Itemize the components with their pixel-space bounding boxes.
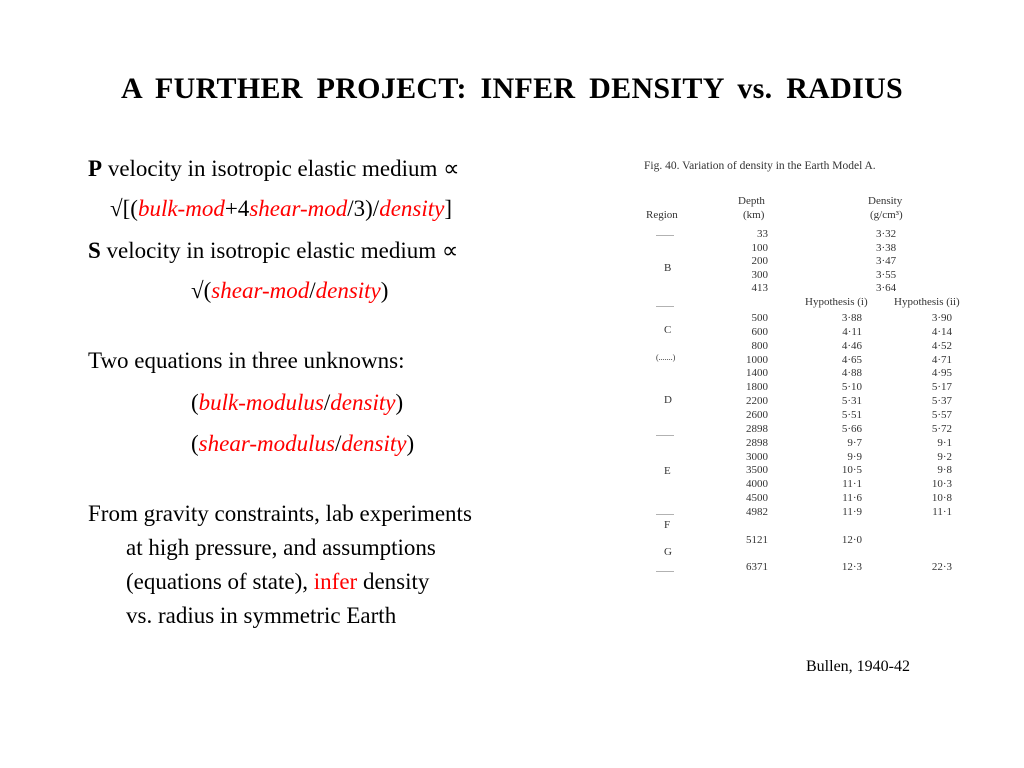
density-header: Density (868, 195, 903, 207)
plus-four: +4 (224, 196, 250, 221)
p-velocity-text: velocity in isotropic elastic medium ∝ (102, 156, 460, 181)
conclusion-line-3 (126, 569, 429, 595)
region-header: Region (646, 209, 678, 221)
depth-cell: 2600 (746, 408, 768, 421)
hypothesis-2-cell: 9·1 (937, 436, 952, 449)
hypothesis-1-cell: 4·11 (842, 325, 862, 338)
hypothesis-2-cell: 9·2 (937, 450, 952, 463)
depth-cell: 2200 (746, 395, 768, 408)
paren-open: ( (191, 390, 199, 415)
hypothesis-2-cell: 3·90 (931, 312, 952, 324)
depth-cell: 200 (751, 255, 768, 268)
p-velocity-formula (110, 196, 452, 222)
slash: / (309, 278, 316, 303)
hypothesis-1-cell: 9·7 (847, 436, 862, 449)
region-label: D (664, 394, 672, 406)
conclusion-text: density (357, 569, 430, 594)
p-label: P (88, 156, 103, 181)
hypothesis-1-cell: 10·5 (841, 464, 862, 477)
hypothesis-2-cell: 4·71 (931, 353, 952, 366)
hypothesis-2-cell: 11·1 (932, 505, 952, 518)
hypothesis-2-cell: 4·95 (931, 367, 952, 380)
hypothesis-1-cell: 4·88 (841, 367, 862, 380)
shear-mod-term: shear-mod (249, 196, 348, 221)
density-cell: 3·47 (876, 255, 897, 268)
divide-three: /3)/ (347, 196, 380, 221)
density-cell: 3·32 (876, 228, 897, 240)
paren-close: ) (406, 431, 415, 456)
hypothesis-2-cell: 10·3 (931, 478, 952, 491)
p-velocity-line (88, 156, 460, 182)
hypothesis-1-cell: 4·65 (841, 353, 862, 366)
equation-shear (191, 431, 414, 457)
conclusion-line-4: vs. radius in symmetric Earth (126, 603, 397, 628)
conclusion-line-2: at high pressure, and assumptions (126, 535, 436, 560)
bulk-modulus-term: bulk-modulus (198, 390, 324, 415)
depth-cell: 5121 (746, 534, 768, 546)
depth-cell: 4500 (746, 492, 768, 505)
depth-cell: 4000 (746, 478, 768, 491)
hypothesis-1-cell: 5·51 (841, 408, 862, 421)
figure-caption: Fig. 40. Variation of density in the Earth Model A. (644, 160, 876, 172)
s-velocity-line (88, 238, 458, 264)
hypothesis-1-cell: 9·9 (847, 450, 862, 463)
hypothesis-1-cell: 11·1 (842, 478, 862, 491)
s-label: S (88, 238, 101, 263)
depth-cell: 300 (751, 268, 768, 281)
depth-cell: 413 (751, 282, 768, 295)
region-label: B (664, 262, 672, 274)
hypothesis-1-cell: 5·10 (841, 381, 862, 394)
depth-header: Depth (738, 195, 765, 207)
hypothesis-1-cell: 5·66 (841, 422, 862, 435)
paren-close: ) (395, 390, 404, 415)
hypothesis-1-cell: 12·0 (841, 534, 862, 546)
hypothesis-2-cell: 5·17 (931, 381, 952, 394)
hypothesis-1-cell: 11·9 (842, 505, 862, 518)
depth-cell: 500 (751, 312, 768, 324)
region-label: (.......) (656, 353, 676, 362)
region-label: ......... (656, 508, 674, 517)
density-term: density (379, 196, 445, 221)
depth-cell: 1000 (746, 353, 768, 366)
depth-cell: 100 (751, 241, 768, 254)
paren-open: ( (191, 431, 199, 456)
hypothesis-1-cell: 12·3 (841, 561, 862, 573)
region-label: ......... (656, 229, 674, 238)
region-label: C (664, 324, 672, 336)
hypothesis-2-cell: 5·37 (931, 395, 952, 408)
region-label: E (664, 465, 671, 477)
shear-mod-term: shear-mod (211, 278, 310, 303)
density-term: density (341, 431, 407, 456)
density-term: density (330, 390, 396, 415)
formula-close: ) (380, 278, 389, 303)
hypothesis-2-cell: 22·3 (931, 561, 952, 573)
depth-cell: 600 (751, 325, 768, 338)
density-cell: 3·55 (876, 268, 897, 281)
region-label: G (664, 546, 672, 558)
depth-cell: 1800 (746, 381, 768, 394)
slash: / (334, 431, 342, 456)
depth-cell: 3500 (746, 464, 768, 477)
hypothesis-2-header: Hypothesis (ii) (894, 296, 960, 308)
slide-title: A FURTHER PROJECT: INFER DENSITY vs. RADIUS (120, 72, 904, 105)
hypothesis-2-cell: 9·8 (937, 464, 952, 477)
hypothesis-2-cell: 5·72 (931, 422, 952, 435)
density-table-figure (600, 152, 1000, 602)
formula-close: ] (444, 196, 453, 221)
hypothesis-1-header: Hypothesis (i) (805, 296, 868, 308)
equation-bulk (191, 390, 403, 416)
hypothesis-2-cell: 4·52 (931, 339, 952, 352)
depth-cell: 4982 (746, 505, 768, 518)
region-label: F (664, 519, 671, 531)
infer-word: infer (313, 569, 358, 594)
depth-cell: 3000 (746, 450, 768, 463)
depth-cell: 1400 (746, 367, 768, 380)
citation: Bullen, 1940-42 (806, 658, 910, 675)
shear-modulus-term: shear-modulus (198, 431, 335, 456)
region-label: ......... (656, 429, 674, 438)
bulk-mod-term: bulk-mod (137, 196, 225, 221)
depth-cell: 33 (757, 228, 768, 240)
hypothesis-1-cell: 3·88 (841, 312, 862, 324)
formula-open: √[( (110, 196, 138, 221)
density-term: density (315, 278, 381, 303)
depth-cell: 2898 (746, 436, 768, 449)
formula-open: √( (191, 278, 212, 303)
slash: / (323, 390, 331, 415)
equations-intro: Two equations in three unknowns: (88, 348, 405, 373)
depth-cell: 2898 (746, 422, 768, 435)
region-label: ......... (656, 565, 674, 574)
hypothesis-2-cell: 5·57 (931, 408, 952, 421)
conclusion-line-1: From gravity constraints, lab experiments (88, 501, 472, 526)
s-velocity-text: velocity in isotropic elastic medium ∝ (100, 238, 459, 263)
depth-cell: 800 (751, 339, 768, 352)
hypothesis-1-cell: 5·31 (841, 395, 862, 408)
s-velocity-formula (191, 278, 388, 304)
density-unit: (g/cm³) (870, 209, 903, 221)
hypothesis-1-cell: 11·6 (842, 492, 862, 505)
depth-cell: 6371 (746, 561, 768, 573)
hypothesis-2-cell: 4·14 (931, 325, 952, 338)
conclusion-text: (equations of state), (126, 569, 314, 594)
depth-unit: (km) (743, 209, 765, 221)
density-cell: 3·64 (876, 282, 897, 295)
region-label: ......... (656, 300, 674, 309)
density-cell: 3·38 (876, 241, 897, 254)
hypothesis-1-cell: 4·46 (841, 339, 862, 352)
hypothesis-2-cell: 10·8 (931, 492, 952, 505)
